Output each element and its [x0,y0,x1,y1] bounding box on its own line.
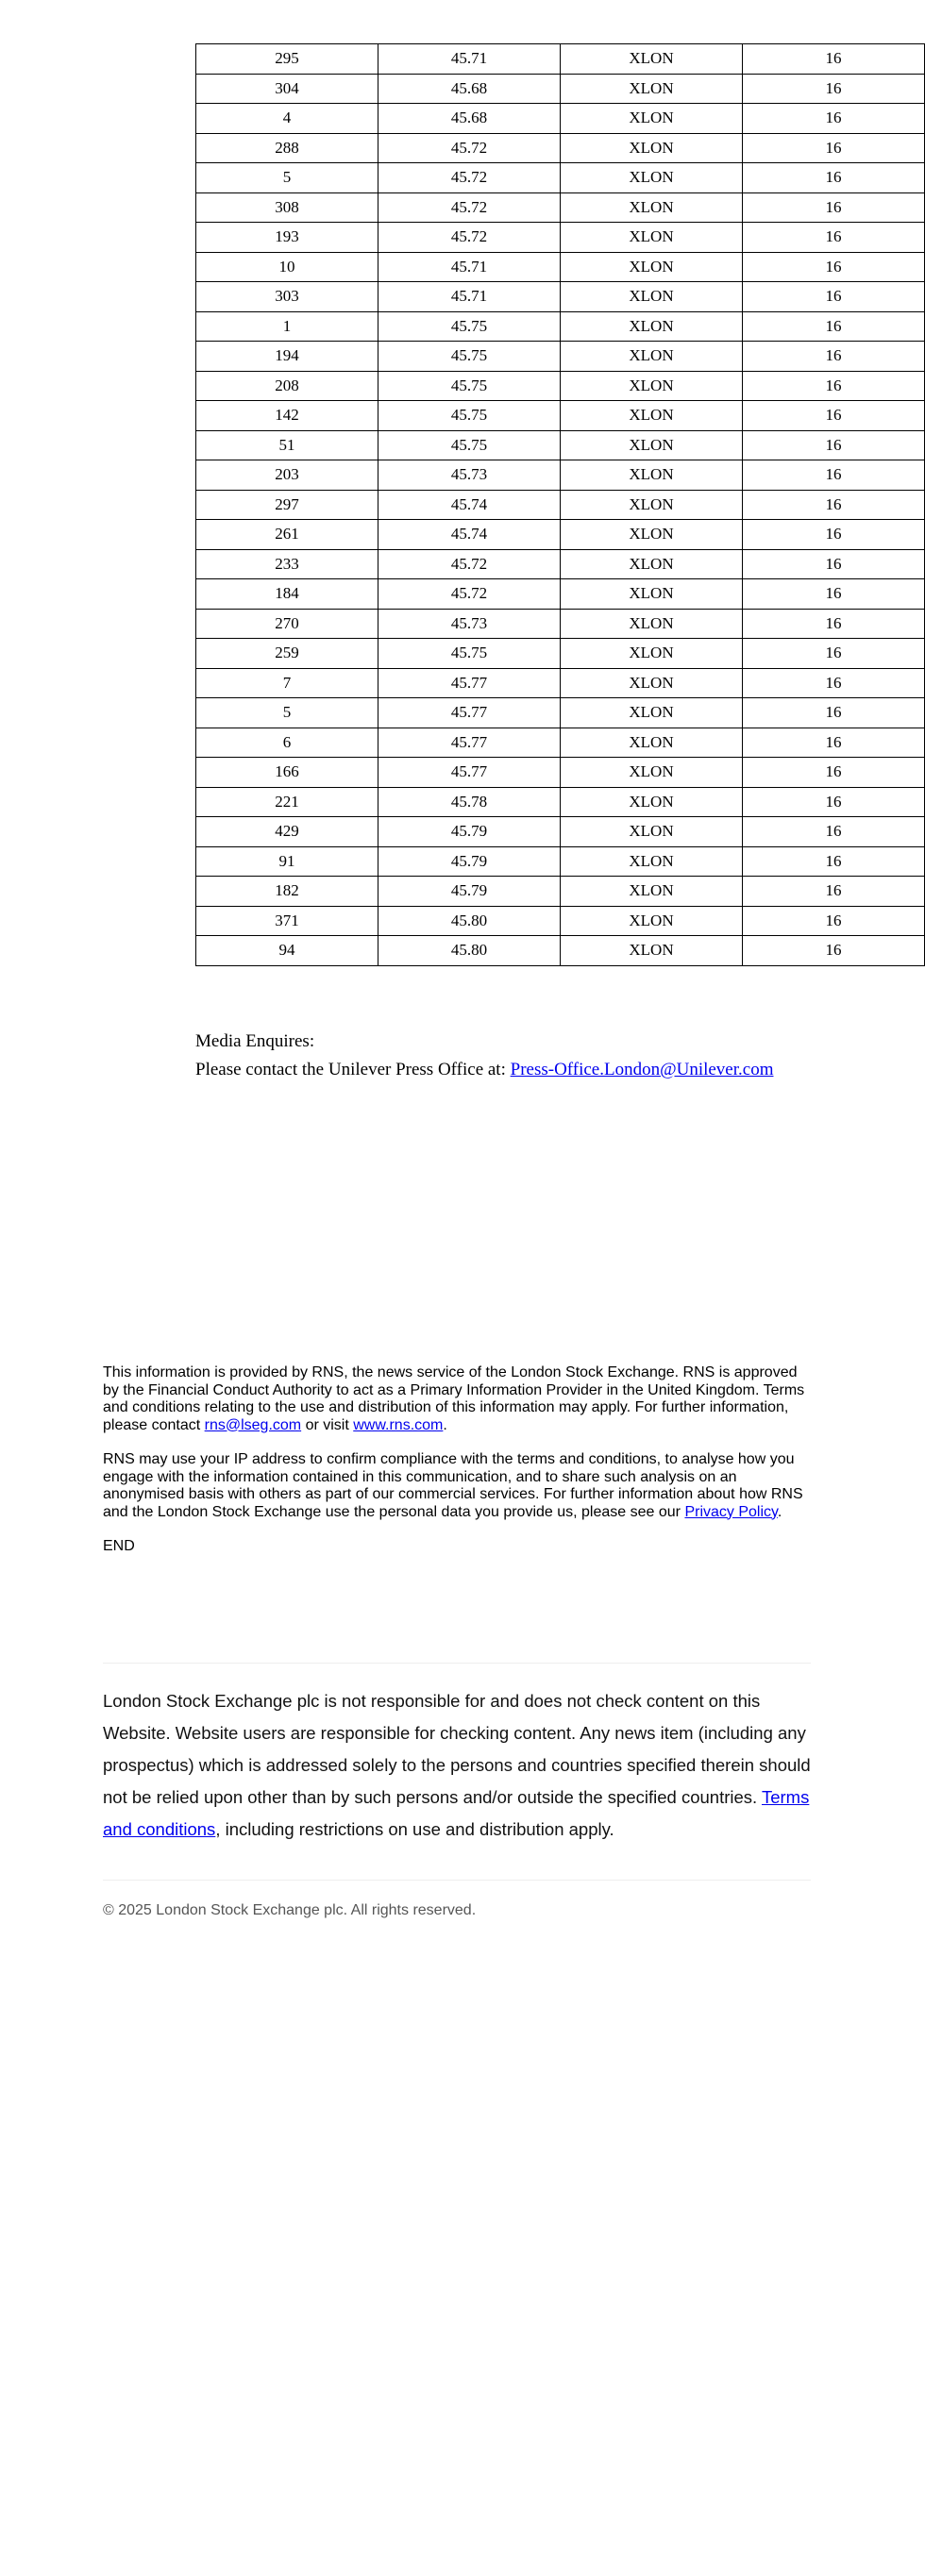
time-cell: 16 [743,74,925,104]
volume-cell: 203 [196,460,378,491]
price-cell: 45.75 [378,311,561,342]
volume-cell: 94 [196,936,378,966]
volume-cell: 182 [196,877,378,907]
table-row [196,44,925,75]
venue-cell: XLON [561,877,743,907]
volume-cell: 193 [196,223,378,253]
venue-cell: XLON [561,163,743,193]
lse-disclaimer [103,1685,811,1846]
price-cell: 45.79 [378,877,561,907]
venue-cell: XLON [561,639,743,669]
disclaimer-suffix: , including restrictions on use and distribution apply. [215,1819,614,1839]
rns-information [103,1364,811,1573]
venue-cell: XLON [561,906,743,936]
divider-bottom [103,1880,811,1881]
venue-cell: XLON [561,787,743,817]
volume-cell: 221 [196,787,378,817]
time-cell: 16 [743,430,925,460]
venue-cell: XLON [561,609,743,639]
divider-top [103,1663,811,1664]
venue-cell: XLON [561,44,743,75]
time-cell: 16 [743,163,925,193]
volume-cell: 308 [196,192,378,223]
volume-cell: 166 [196,758,378,788]
table-row [196,520,925,550]
table-row [196,252,925,282]
volume-cell: 91 [196,846,378,877]
volume-cell: 10 [196,252,378,282]
time-cell: 16 [743,758,925,788]
venue-cell: XLON [561,252,743,282]
volume-cell: 142 [196,401,378,431]
rns-email-link[interactable]: rns@lseg.com [204,1416,302,1433]
volume-cell: 6 [196,728,378,758]
venue-cell: XLON [561,758,743,788]
venue-cell: XLON [561,342,743,372]
time-cell: 16 [743,549,925,579]
volume-cell: 208 [196,371,378,401]
volume-cell: 429 [196,817,378,847]
time-cell: 16 [743,133,925,163]
media-contact-text: Please contact the Unilever Press Office at: [195,1060,511,1079]
table-row [196,311,925,342]
time-cell: 16 [743,787,925,817]
table-row [196,133,925,163]
venue-cell: XLON [561,579,743,610]
table-row [196,430,925,460]
rns-privacy-text: RNS may use your IP address to confirm compliance with the terms and conditions, to analyse how you engage with the information contained in this communication, and to share such analysis on an anonymised basis with others as part of our commercial services. For further information about how RNS and the London Stock Exchange use the personal data you provide us, please see our [103,1451,803,1520]
table-row [196,342,925,372]
table-row [196,282,925,312]
venue-cell: XLON [561,282,743,312]
price-cell: 45.79 [378,817,561,847]
price-cell: 45.78 [378,787,561,817]
price-cell: 45.80 [378,906,561,936]
time-cell: 16 [743,579,925,610]
price-cell: 45.75 [378,401,561,431]
volume-cell: 184 [196,579,378,610]
time-cell: 16 [743,401,925,431]
venue-cell: XLON [561,728,743,758]
table-row [196,192,925,223]
venue-cell: XLON [561,520,743,550]
table-row [196,609,925,639]
venue-cell: XLON [561,817,743,847]
table-row [196,490,925,520]
price-cell: 45.74 [378,520,561,550]
rns-or-visit-text: or visit [301,1416,354,1433]
table-row [196,817,925,847]
price-cell: 45.75 [378,371,561,401]
table-row [196,549,925,579]
price-cell: 45.72 [378,579,561,610]
venue-cell: XLON [561,74,743,104]
time-cell: 16 [743,609,925,639]
price-cell: 45.75 [378,639,561,669]
press-office-email-link[interactable]: Press-Office.London@Unilever.com [510,1060,774,1079]
venue-cell: XLON [561,311,743,342]
price-cell: 45.74 [378,490,561,520]
rns-period: . [443,1416,447,1433]
volume-cell: 259 [196,639,378,669]
terms-and-conditions-link[interactable]: Terms and conditions [103,1787,810,1839]
time-cell: 16 [743,877,925,907]
time-cell: 16 [743,311,925,342]
price-cell: 45.73 [378,609,561,639]
time-cell: 16 [743,223,925,253]
price-cell: 45.71 [378,252,561,282]
volume-cell: 194 [196,342,378,372]
volume-cell: 297 [196,490,378,520]
time-cell: 16 [743,846,925,877]
price-cell: 45.77 [378,758,561,788]
rns-paragraph-privacy [103,1451,811,1521]
volume-cell: 5 [196,163,378,193]
venue-cell: XLON [561,430,743,460]
time-cell: 16 [743,460,925,491]
table-row [196,877,925,907]
privacy-policy-link[interactable]: Privacy Policy [684,1503,778,1520]
time-cell: 16 [743,104,925,134]
time-cell: 16 [743,817,925,847]
table-row [196,104,925,134]
table-row [196,846,925,877]
volume-cell: 371 [196,906,378,936]
volume-cell: 295 [196,44,378,75]
time-cell: 16 [743,252,925,282]
venue-cell: XLON [561,490,743,520]
time-cell: 16 [743,282,925,312]
price-cell: 45.72 [378,133,561,163]
media-enquiries [195,1028,773,1084]
volume-cell: 303 [196,282,378,312]
venue-cell: XLON [561,846,743,877]
volume-cell: 270 [196,609,378,639]
disclaimer-text: London Stock Exchange plc is not responsible for and does not check content on this Website. Website users are responsible for checking content. Any news item (including any prospectus) which is addressed solely to the persons and countries specified therein should not be relied upon other than by such persons and/or outside the specified countries. [103,1691,811,1807]
table-row [196,906,925,936]
venue-cell: XLON [561,371,743,401]
table-row [196,698,925,728]
venue-cell: XLON [561,460,743,491]
time-cell: 16 [743,371,925,401]
price-cell: 45.79 [378,846,561,877]
venue-cell: XLON [561,401,743,431]
venue-cell: XLON [561,133,743,163]
volume-cell: 7 [196,668,378,698]
venue-cell: XLON [561,192,743,223]
table-row [196,163,925,193]
price-cell: 45.75 [378,342,561,372]
price-cell: 45.72 [378,549,561,579]
price-cell: 45.77 [378,698,561,728]
trades-table-body [196,44,925,966]
media-heading: Media Enquires: [195,1031,315,1051]
price-cell: 45.68 [378,104,561,134]
table-row [196,223,925,253]
price-cell: 45.73 [378,460,561,491]
rns-website-link[interactable]: www.rns.com [353,1416,444,1433]
time-cell: 16 [743,520,925,550]
time-cell: 16 [743,936,925,966]
volume-cell: 288 [196,133,378,163]
end-marker: END [103,1538,135,1554]
time-cell: 16 [743,668,925,698]
volume-cell: 51 [196,430,378,460]
time-cell: 16 [743,698,925,728]
trades-table-container [195,43,842,966]
time-cell: 16 [743,906,925,936]
table-row [196,74,925,104]
price-cell: 45.77 [378,668,561,698]
volume-cell: 1 [196,311,378,342]
time-cell: 16 [743,639,925,669]
price-cell: 45.71 [378,282,561,312]
copyright-notice: © 2025 London Stock Exchange plc. All rights reserved. [103,1902,477,1918]
table-row [196,371,925,401]
price-cell: 45.71 [378,44,561,75]
venue-cell: XLON [561,936,743,966]
price-cell: 45.72 [378,223,561,253]
price-cell: 45.72 [378,192,561,223]
venue-cell: XLON [561,104,743,134]
time-cell: 16 [743,192,925,223]
table-row [196,787,925,817]
price-cell: 45.75 [378,430,561,460]
table-row [196,639,925,669]
table-row [196,936,925,966]
venue-cell: XLON [561,223,743,253]
trades-table [195,43,925,966]
rns-privacy-period: . [777,1503,782,1520]
rns-paragraph-provider [103,1364,811,1434]
venue-cell: XLON [561,549,743,579]
price-cell: 45.77 [378,728,561,758]
table-row [196,460,925,491]
price-cell: 45.80 [378,936,561,966]
volume-cell: 261 [196,520,378,550]
time-cell: 16 [743,44,925,75]
media-contact [195,1056,773,1084]
venue-cell: XLON [561,698,743,728]
table-row [196,401,925,431]
rns-provider-text: This information is provided by RNS, the news service of the London Stock Exchange. RNS is approved by the Financial Conduct Authority to act as a Primary Information Provider in the United Kingdom. Terms and conditions relating to the use and distribution of this information may apply. For further information, please contact [103,1364,805,1433]
price-cell: 45.72 [378,163,561,193]
price-cell: 45.68 [378,74,561,104]
volume-cell: 5 [196,698,378,728]
table-row [196,668,925,698]
volume-cell: 4 [196,104,378,134]
time-cell: 16 [743,728,925,758]
volume-cell: 233 [196,549,378,579]
table-row [196,579,925,610]
time-cell: 16 [743,342,925,372]
volume-cell: 304 [196,74,378,104]
venue-cell: XLON [561,668,743,698]
table-row [196,728,925,758]
table-row [196,758,925,788]
time-cell: 16 [743,490,925,520]
